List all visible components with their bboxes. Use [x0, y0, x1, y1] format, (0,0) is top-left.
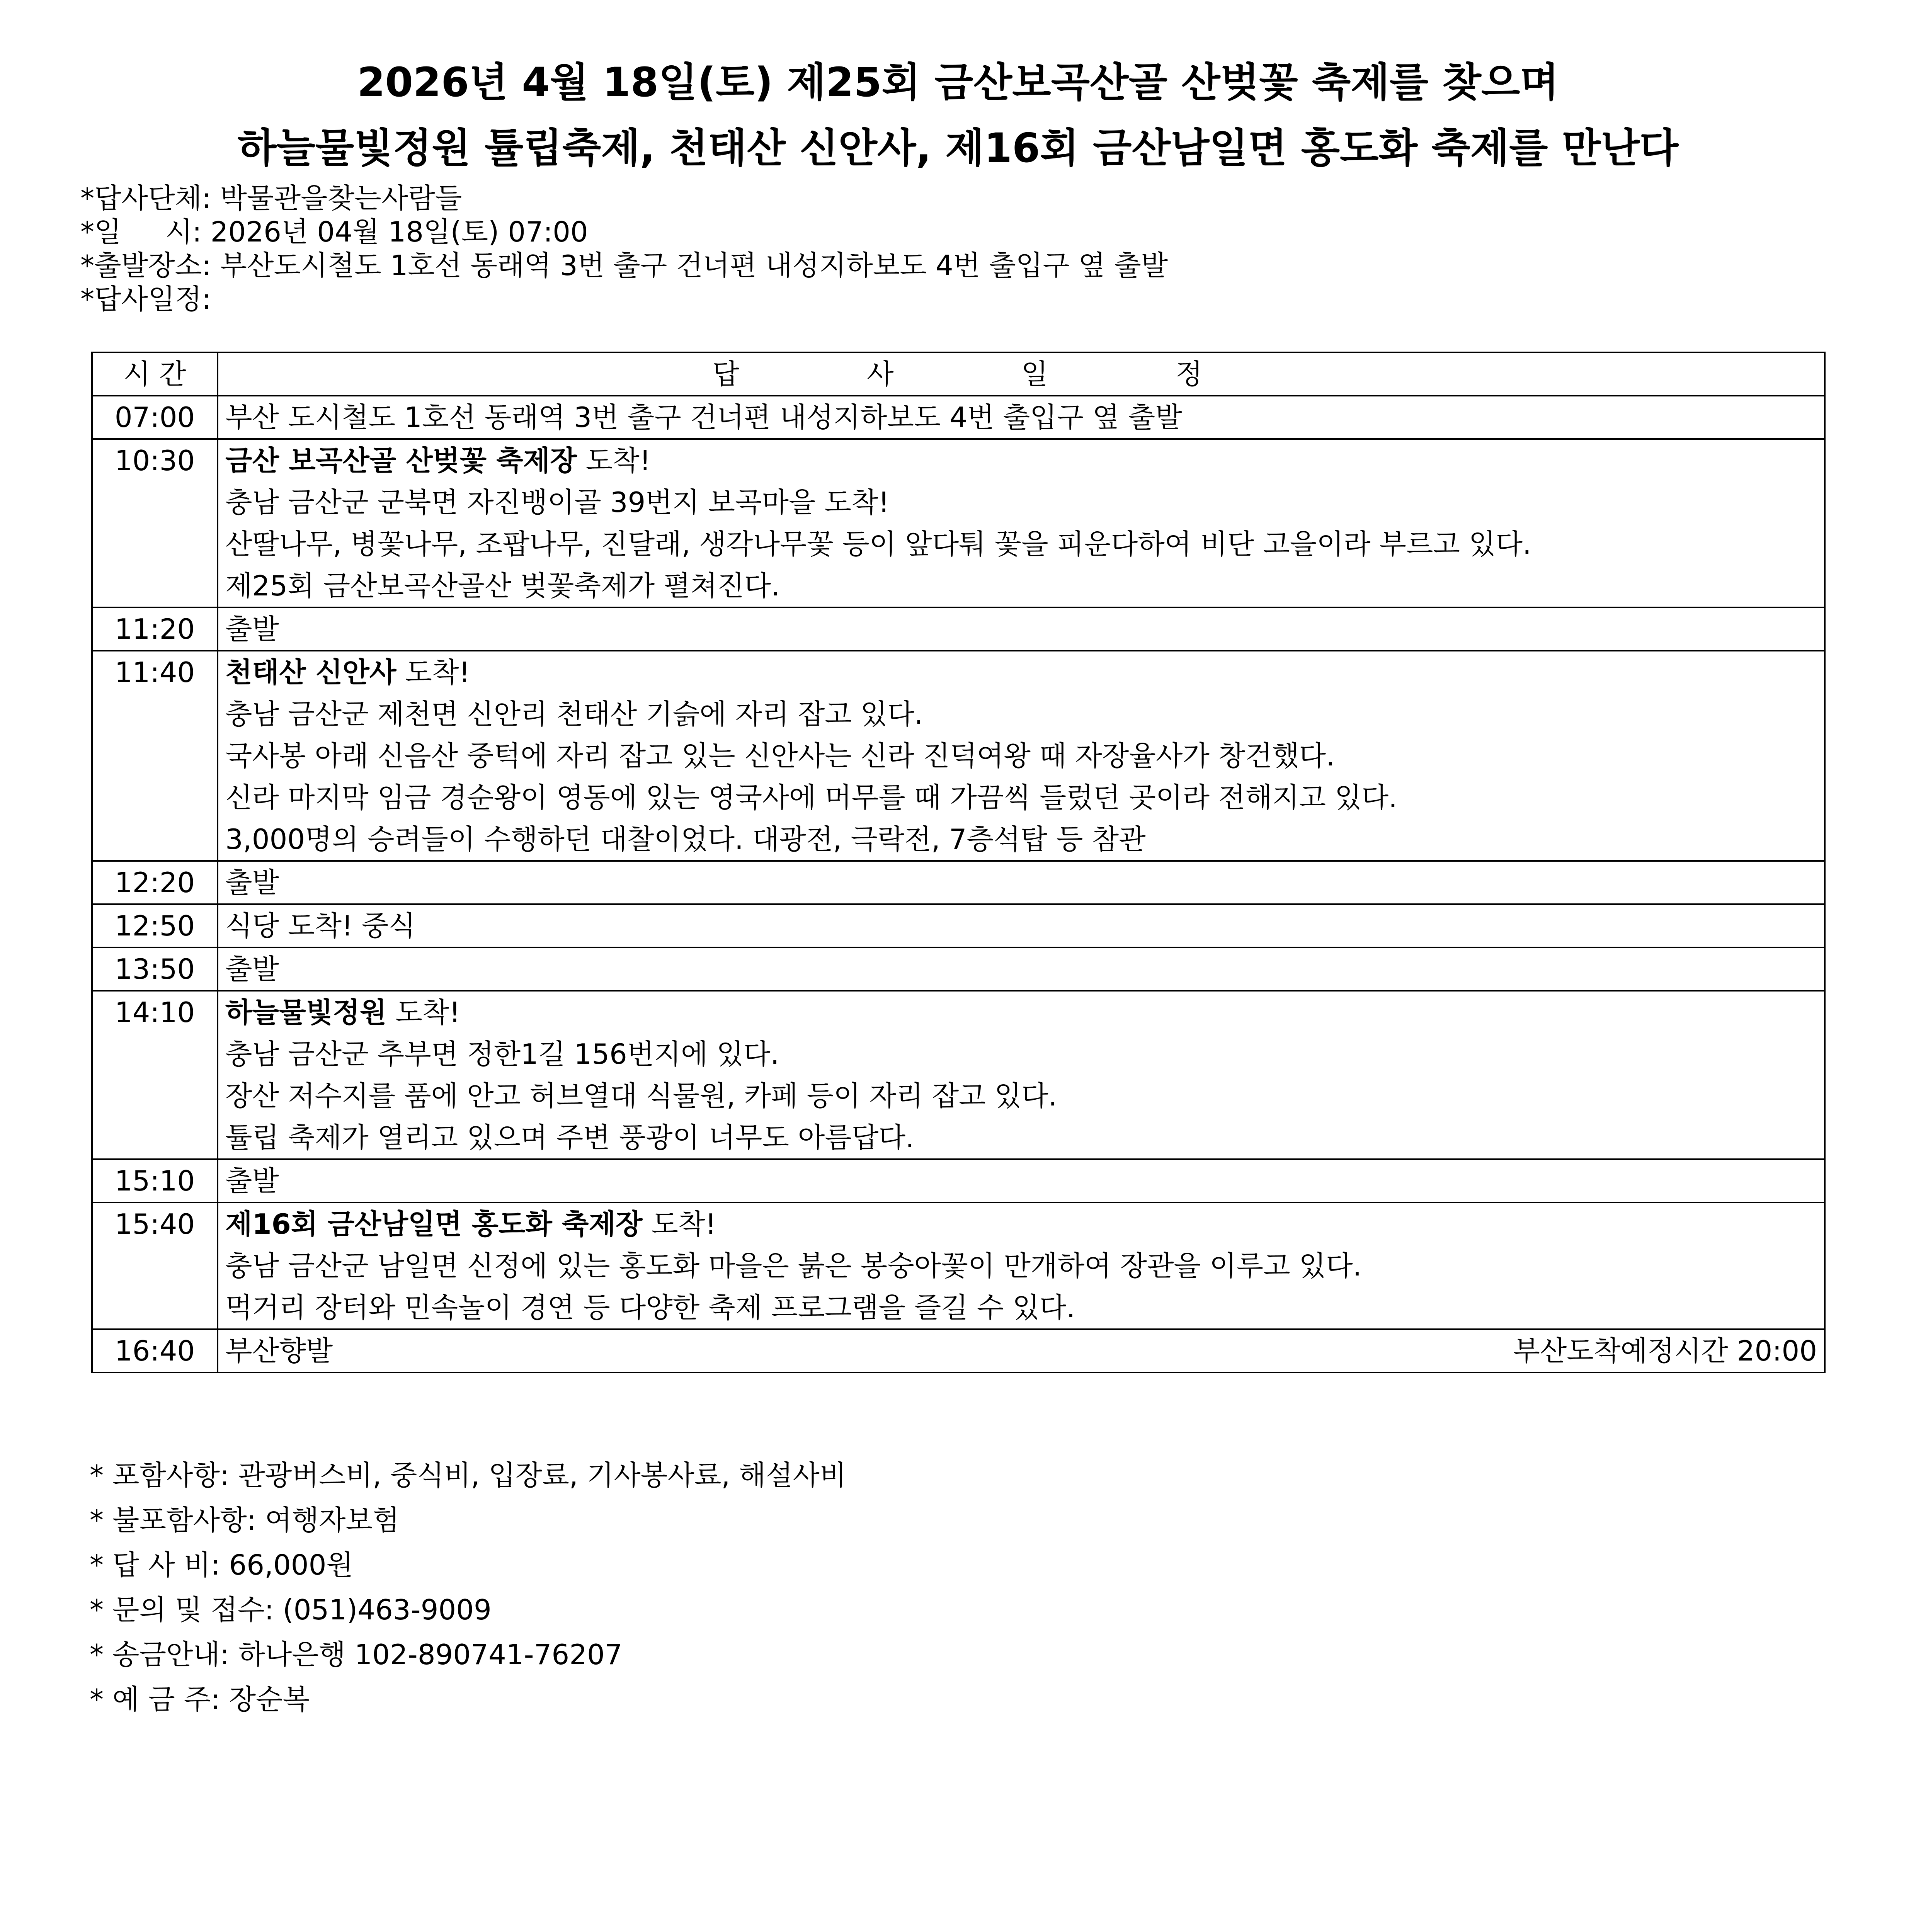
header-time: 시 간 — [92, 352, 218, 396]
schedule-text: 부산향발 — [225, 1335, 333, 1367]
schedule-row — [92, 1202, 1825, 1329]
schedule-time: 13:50 — [92, 947, 218, 991]
schedule-time: 07:00 — [92, 396, 218, 439]
schedule-content — [218, 439, 1825, 607]
schedule-row — [92, 947, 1825, 991]
schedule-row — [92, 1159, 1825, 1202]
schedule-line: 제25회 금산보곡산골산 벚꽃축제가 펼쳐진다. — [225, 570, 780, 602]
schedule-content — [218, 1202, 1825, 1329]
schedule-content — [218, 1329, 1825, 1372]
schedule-content — [218, 861, 1825, 904]
note-item: * 답 사 비: 66,000원 — [90, 1549, 353, 1581]
schedule-content — [218, 947, 1825, 991]
schedule-content — [218, 904, 1825, 947]
note-item: * 문의 및 접수: (051)463-9009 — [90, 1594, 492, 1626]
schedule-line: 충남 금산군 제천면 신안리 천태산 기슭에 자리 잡고 있다. — [225, 698, 923, 730]
destination-name: 금산 보곡산골 산벚꽃 축제장 — [225, 444, 577, 477]
header-schedule: 답사일정 — [218, 352, 1825, 396]
schedule-line: 출발 — [225, 613, 279, 645]
info-group: *답사단체: 박물관을찾는사람들 — [80, 182, 462, 214]
schedule-time: 11:20 — [92, 607, 218, 651]
schedule-heading-line — [225, 992, 1817, 1033]
schedule-line: 출발 — [225, 1165, 279, 1197]
schedule-line: 충남 금산군 남일면 신정에 있는 홍도화 마을은 붉은 봉숭아꽃이 만개하여 장관을 이루고 있다. — [225, 1250, 1362, 1282]
schedule-line: 튤립 축제가 열리고 있으며 주변 풍광이 너무도 아름답다. — [225, 1121, 914, 1154]
destination-name: 제16회 금산남일면 홍도화 축제장 — [225, 1208, 643, 1240]
schedule-line: 부산 도시철도 1호선 동래역 3번 출구 건너편 내성지하보도 4번 출입구 옆 출발 — [225, 401, 1182, 434]
schedule-line: 식당 도착! 중식 — [225, 910, 415, 942]
schedule-time: 15:40 — [92, 1202, 218, 1329]
note-item: * 예 금 주: 장순복 — [90, 1683, 310, 1716]
schedule-line: 장산 저수지를 품에 안고 허브열대 식물원, 카페 등이 자리 잡고 있다. — [225, 1080, 1057, 1112]
schedule-row — [92, 439, 1825, 607]
schedule-row — [92, 396, 1825, 439]
schedule-header-row — [92, 352, 1825, 396]
note-item: * 포함사항: 관광버스비, 중식비, 입장료, 기사봉사료, 해설사비 — [90, 1459, 847, 1492]
schedule-row — [92, 607, 1825, 651]
info-schedule-label: *답사일정: — [80, 283, 211, 315]
title-line-1: 2026년 4월 18일(토) 제25회 금산보곡산골 산벚꽃 축제를 찾으며 — [357, 59, 1559, 106]
trip-info — [80, 182, 1168, 316]
arrival-suffix: 도착! — [642, 1208, 716, 1240]
title-line-2: 하늘물빛정원 튤립축제, 천태산 신안사, 제16회 금산남일면 홍도화 축제를 만난다 — [237, 124, 1679, 172]
schedule-content — [218, 991, 1825, 1159]
destination-name: 하늘물빛정원 — [225, 996, 387, 1029]
schedule-heading-line — [225, 651, 1817, 693]
schedule-body — [92, 396, 1825, 1372]
destination-name: 천태산 신안사 — [225, 656, 396, 689]
schedule-line: 출발 — [225, 866, 279, 899]
schedule-row — [92, 904, 1825, 947]
schedule-time: 10:30 — [92, 439, 218, 607]
schedule-time: 14:10 — [92, 991, 218, 1159]
schedule-row — [92, 651, 1825, 861]
schedule-row — [92, 861, 1825, 904]
schedule-row — [92, 991, 1825, 1159]
schedule-time: 15:10 — [92, 1159, 218, 1202]
schedule-line: 먹거리 장터와 민속놀이 경연 등 다양한 축제 프로그램을 즐길 수 있다. — [225, 1291, 1075, 1324]
arrival-suffix: 도착! — [386, 996, 461, 1029]
schedule-time: 16:40 — [92, 1329, 218, 1372]
note-item: * 불포함사항: 여행자보험 — [90, 1504, 400, 1536]
schedule-content — [218, 1159, 1825, 1202]
info-place: *출발장소: 부산도시철도 1호선 동래역 3번 출구 건너편 내성지하보도 4번 출입구 옆 출발 — [80, 249, 1168, 282]
schedule-line: 출발 — [225, 953, 279, 985]
schedule-line: 국사봉 아래 신음산 중턱에 자리 잡고 있는 신안사는 신라 진덕여왕 때 자장율사가 창건했다. — [225, 740, 1335, 772]
schedule-time: 11:40 — [92, 651, 218, 861]
schedule-line: 충남 금산군 추부면 정한1길 156번지에 있다. — [225, 1038, 779, 1070]
info-date: *일 시: 2026년 04월 18일(토) 07:00 — [80, 216, 588, 248]
notes-list — [90, 1453, 846, 1722]
schedule-time: 12:50 — [92, 904, 218, 947]
schedule-row-last — [92, 1329, 1825, 1372]
arrival-suffix: 도착! — [396, 656, 470, 689]
schedule-table — [91, 352, 1826, 1373]
schedule-line: 3,000명의 승려들이 수행하던 대찰이었다. 대광전, 극락전, 7층석탑 등 참관 — [225, 823, 1146, 855]
schedule-heading-line — [225, 440, 1817, 481]
arrival-time: 부산도착예정시간 20:00 — [1513, 1335, 1817, 1367]
schedule-line: 산딸나무, 병꽃나무, 조팝나무, 진달래, 생각나무꽃 등이 앞다퉈 꽃을 피운다하여 비단 고을이라 부르고 있다. — [225, 528, 1531, 560]
schedule-line: 충남 금산군 군북면 자진뱅이골 39번지 보곡마을 도착! — [225, 486, 890, 519]
arrival-suffix: 도착! — [577, 444, 651, 477]
schedule-content — [218, 607, 1825, 651]
schedule-time: 12:20 — [92, 861, 218, 904]
note-item: * 송금안내: 하나은행 102-890741-76207 — [90, 1638, 623, 1671]
schedule-content — [218, 396, 1825, 439]
schedule-line: 신라 마지막 임금 경순왕이 영동에 있는 영국사에 머무를 때 가끔씩 들렀던 곳이라 전해지고 있다. — [225, 781, 1397, 814]
schedule-heading-line — [225, 1203, 1817, 1245]
schedule-content — [218, 651, 1825, 861]
